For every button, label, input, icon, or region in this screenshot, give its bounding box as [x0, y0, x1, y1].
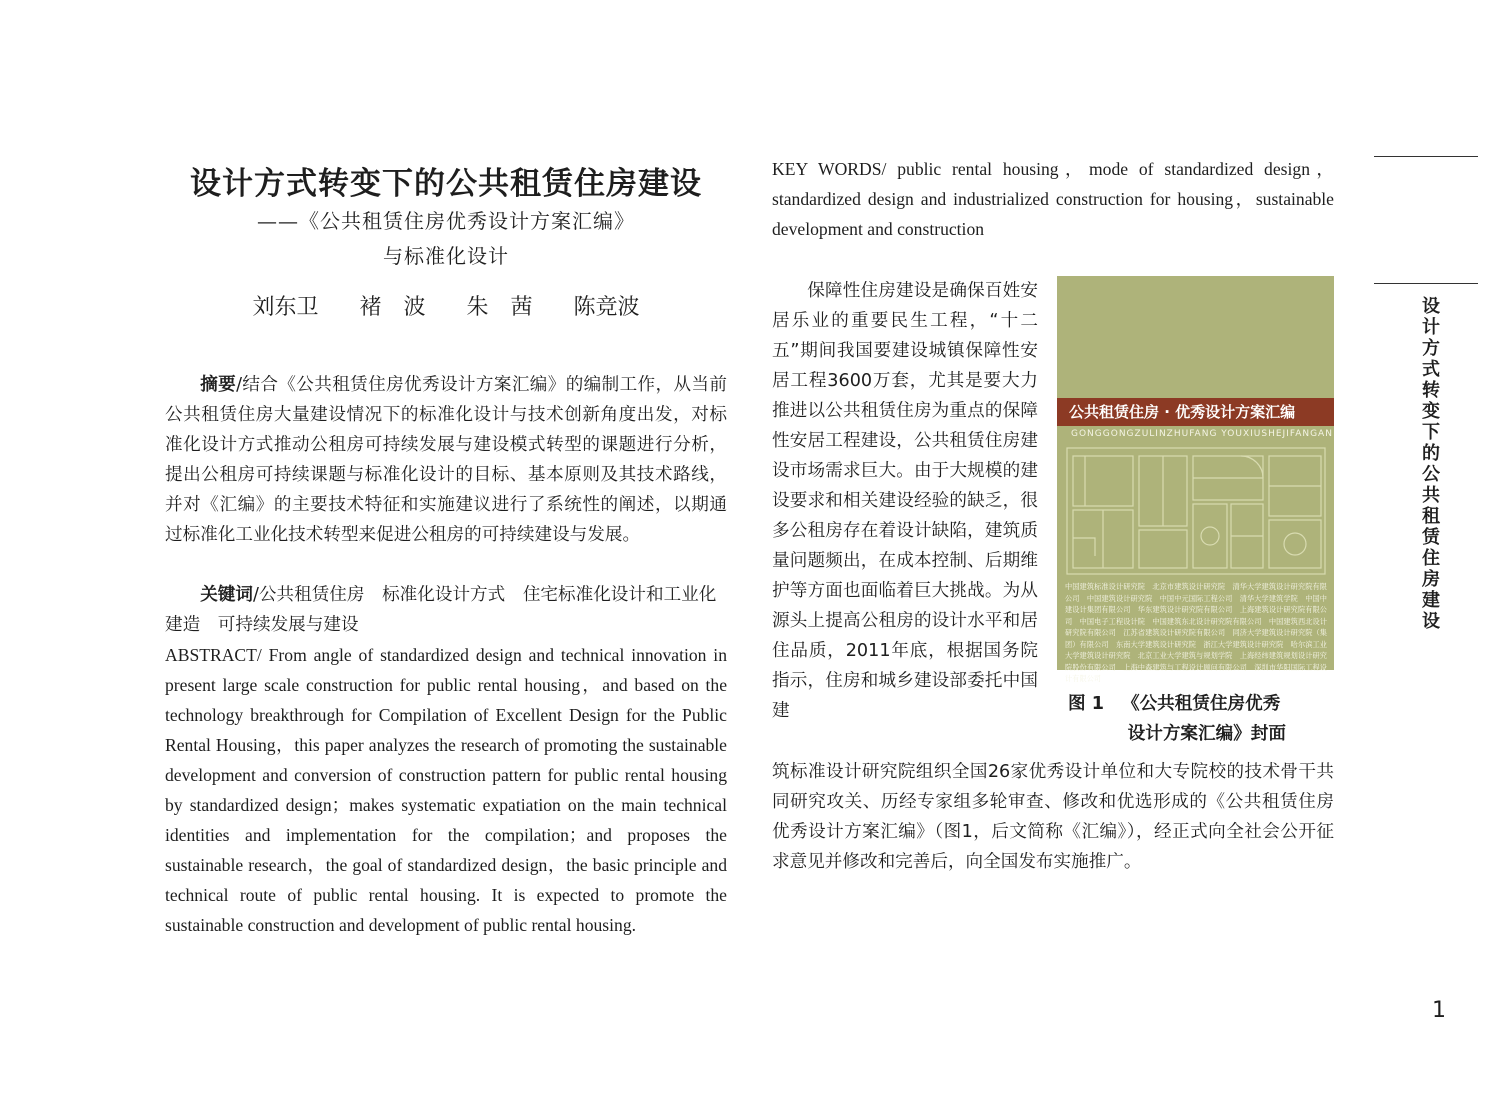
cover-title: 公共租赁住房 · 优秀设计方案汇编 [1069, 403, 1296, 421]
keywords-en: KEY WORDS/ public rental housing，mode of standardized design，standardized design and industrialized construction for housing，sustainable development and construction [772, 159, 1334, 239]
abstract-en: ABSTRACT/ From angle of standardized design and technical innovation in present large scale construction for public rental housing，and based on the technology breakthrough for Compilation of Excellent Design for the Public Rental Housing，this paper analyzes the research of promoting the sustainable development and conversion of construction pattern for public rental housing by standardized design；makes systematic expatiation on the main technical identities and implementation for the compilation；and proposes the sustainable research，the goal of standardized design，the basic principle and technical route of public rental housing. It is expected to promote the sustainable construction and development of public rental housing. [165, 645, 727, 935]
body-text-wide: 筑标准设计研究院组织全国26家优秀设计单位和大专院校的技术骨干共同研究攻关、历经专家组多轮审查、修改和优选形成的《公共租赁住房优秀设计方案汇编》（图1，后文简称《汇编》），经正式向全社会公开征求意见并修改和完善后，向全国发布实施推广。 [772, 762, 1334, 872]
cover-publisher-list: 中国建筑标准设计研究院 北京市建筑设计研究院 清华大学建筑设计研究院有限公司 中国建筑设计研究院 中国中元国际工程公司 清华大学建筑学院 中国中建设计集团有限公司 华东建筑设计研究院有限公司 上海建筑设计研究院有限公司 中国电子工程设计院 中国建筑东北设计研究院有限公司 中国建筑西北设计研究院有限公司 江苏省建筑设计研究院有限公司 同济大学建筑设计研究院（集团）有限公司 东南大学建筑设计研究院 浙江大学建筑设计研究院 哈尔滨工业大学建筑设计研究院 北京工业大学建筑与规划学院 上海经纬建筑规划设计研究院股份有限公司 上海中森建筑与工程设计顾问有限公司 深圳市华阳国际工程设计有限公司 [1065, 582, 1327, 683]
keywords-cn-text: /公共租赁住房 标准化设计方式 住宅标准化设计和工业化建造 可持续发展与建设 [165, 585, 717, 635]
abstract-cn-text: /结合《公共租赁住房优秀设计方案汇编》的编制工作，从当前公共租赁住房大量建设情况下的标准化设计与技术创新角度出发，对标准化设计方式推动公租房可持续发展与建设模式转型的课题进行分析，提出公租房可持续课题与标准化设计的目标、基本原则及其技术路线，并对《汇编》的主要技术特征和实施建议进行了系统性的阐述，以期通过标准化工业化技术转型来促进公租房的可持续建设与发展。 [165, 375, 727, 545]
figure-caption-line2: 设计方案汇编》封面 [1127, 724, 1286, 744]
author-list [165, 290, 727, 321]
keywords-cn-label: 关键词 [200, 585, 253, 605]
cover-title-band [1057, 398, 1334, 426]
article-subtitle-line1: ——《公共租赁住房优秀设计方案汇编》 [257, 209, 635, 233]
article-title: 设计方式转变下的公共租赁住房建设 [190, 166, 702, 202]
margin-rule-middle [1374, 283, 1478, 284]
cover-pinyin: GONGGONGZULINZHUFANG YOUXIUSHEJIFANGAN [1071, 429, 1333, 439]
keywords-cn [165, 580, 727, 640]
abstract-cn-label: 摘要 [200, 375, 237, 395]
article-subtitle-line2: 与标准化设计 [383, 244, 509, 268]
author-name: 朱 茜 [466, 295, 533, 320]
author-name: 褚 波 [359, 295, 426, 320]
side-running-title: 设计方式转变下的公共租赁住房建设 [1422, 296, 1440, 632]
author-name: 刘东卫 [252, 295, 319, 320]
margin-rule-top [1374, 156, 1478, 157]
body-text-narrow: 保障性住房建设是确保百姓安居乐业的重要民生工程，“十二五”期间我国要建设城镇保障性安居工程3600万套，尤其是要大力推进以公共租赁住房为重点的保障性安居工程建设，公共租赁住房建设市场需求巨大。由于大规模的建设要求和相关建设经验的缺乏，很多公租房存在着设计缺陷，建筑质量问题频出，在成本控制、后期维护等方面也面临着巨大挑战。为从源头上提高公租房的设计水平和居住品质，2011年底，根据国务院指示，住房和城乡建设部委托中国建 [772, 281, 1038, 721]
page-number: 1 [1432, 998, 1446, 1023]
figure-caption-text: 《公共租赁住房优秀 [1121, 694, 1281, 714]
author-name: 陈竞波 [573, 295, 640, 320]
abstract-cn [165, 370, 727, 550]
floor-plan-illustration [1065, 446, 1327, 576]
figure-caption-line1 [1068, 690, 1318, 715]
figure-book-cover [1057, 276, 1334, 683]
figure-number: 图 1 [1068, 694, 1104, 714]
